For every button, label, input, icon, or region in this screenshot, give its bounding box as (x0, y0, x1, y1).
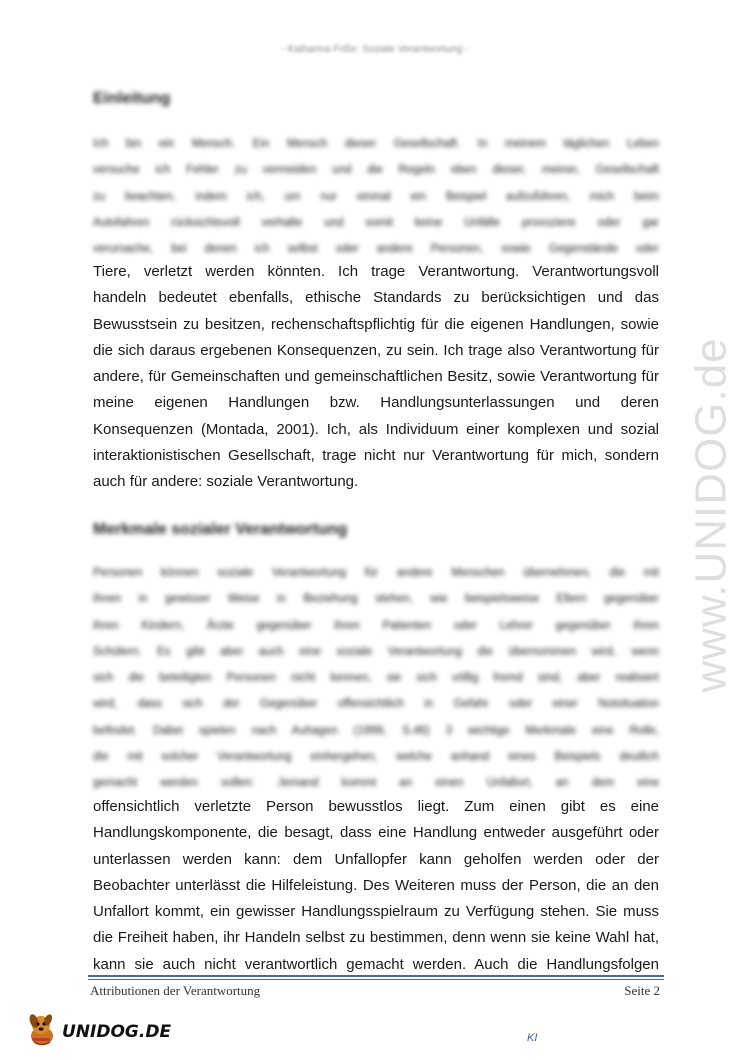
text-line: versuche ich Fehler zu vermeiden und die Regeln eben dieser, meiner, Gesellschaft (93, 164, 659, 177)
text-line: Konsequenzen (Montada, 2001). Ich, als Individuum einer komplexen und sozial (93, 420, 659, 438)
text-line: interaktionistischen Gesellschaft, trage nicht nur Verantwortung für mich, sondern (93, 447, 659, 465)
text-line: Schülern. Es gibt aber auch eine soziale Verantwortung die übernommen wird, wenn (93, 645, 659, 658)
text-line: Unfallort kommt, ein gewisser Handlungsspielraum zu Verfügung stehen. Sie muss (93, 903, 659, 921)
paragraph-einleitung (93, 259, 659, 496)
paragraph-merkmale (93, 794, 659, 978)
section-heading-einleitung: Einleitung (93, 90, 171, 107)
text-line: sich die beteiligten Personen nicht kennen, sie sich völlig fremd sind, aber realisiert (93, 672, 659, 685)
text-line: die mit solcher Verantwortung einhergehen, welche anhand eines Beispiels deutlich (93, 751, 659, 764)
text-line: Handlungskomponente, die besagt, dass eine Handlung entweder ausgeführt oder (93, 824, 659, 842)
footer-divider-thin (88, 979, 664, 980)
footer-page-number: Seite 2 (624, 983, 660, 998)
paragraph-merkmale-blurred (93, 560, 659, 797)
text-line: befindet. Dabei spielen nach Auhagen (1999, S.46) 3 wichtige Merkmale eine Rolle, (93, 724, 659, 737)
dog-mascot-icon (26, 1012, 60, 1053)
text-line: andere, für Gemeinschaften und gemeinschaftlichen Besitz, sowie Verantwortung für (93, 368, 659, 386)
text-line: kann sie auch nicht verantwortlich gemacht werden. Auch die Handlungsfolgen (93, 955, 659, 973)
watermark-text: www.UNIDOG.de (687, 337, 737, 693)
section-heading-merkmale: Merkmale sozialer Verantwortung (93, 521, 348, 538)
text-line: wird, dass sich der Gegenüber offensichtlich in Gefahr oder einer Notsituation (93, 698, 659, 711)
text-line: die sich daraus ergebenen Konsequenzen, zu sein. Ich trage also Verantwortung für (93, 341, 659, 359)
unidog-logo (26, 1012, 171, 1052)
text-line: die Freiheit haben, ihr Handeln selbst zu bestimmen, denn wenn sie keine Wahl hat, (93, 929, 659, 947)
paragraph-einleitung-blurred (93, 131, 659, 262)
text-line: offensichtlich verletzte Person bewusstlos liegt. Zum einen gibt es eine (93, 798, 659, 815)
text-line: Ich bin ein Mensch. Ein Mensch dieser Gesellschaft. In meinem täglichen Leben (93, 138, 659, 150)
text-line: meine eigenen Handlungen bzw. Handlungsunterlassungen und deren (93, 394, 659, 412)
text-line: verursache, bei denen ich selbst oder andere Personen, sowie Gegenstände oder (93, 243, 659, 256)
watermark (672, 285, 750, 745)
footer-document-title: Attributionen der Verantwortung (90, 983, 261, 998)
text-line: Autofahren rücksichtsvoll verhalte und somit keine Unfälle provoziere oder gar (93, 216, 659, 229)
text-line: auch für andere: soziale Verantwortung. (93, 473, 359, 491)
text-line: Personen können soziale Verantwortung für andere Menschen übernehmen, die mit (93, 567, 659, 579)
text-line: unterlassen werden kann: dem Unfallopfer kann geholfen werden oder der (93, 850, 659, 868)
running-header: - Katharina Friße: Soziale Verantwortung - (281, 44, 469, 55)
text-line: ihren Kindern, Ärzte gegenüber ihren Patienten oder Lehrer gegenüber ihren (93, 619, 659, 632)
text-line: Beobachter unterlässt die Hilfeleistung. Des Weiteren muss der Person, die an den (93, 876, 659, 894)
text-line: ihnen in gewisser Weise in Beziehung stehen, wie beispielsweise Eltern gegenüber (93, 593, 659, 606)
logo-text: UNIDOG.DE (62, 1022, 172, 1042)
footer-divider (88, 975, 664, 977)
text-line: gemacht werden sollen: Jemand kommt an einen Unfallort, an dem eine (93, 777, 659, 790)
text-line: Tiere, verletzt werden könnten. Ich trage Verantwortung. Verantwortungsvoll (93, 263, 659, 280)
text-line: Bewusstsein zu besitzen, rechenschaftspflichtig für die eigenen Handlungen, sowie (93, 315, 659, 333)
author-initials: KI (527, 1032, 538, 1044)
text-line: zu beachten, indem ich, um nur einmal ein Beispiel aufzuführen, mich beim (93, 190, 659, 203)
text-line: handeln bedeutet ebenfalls, ethische Standards zu berücksichtigen und das (93, 289, 659, 307)
